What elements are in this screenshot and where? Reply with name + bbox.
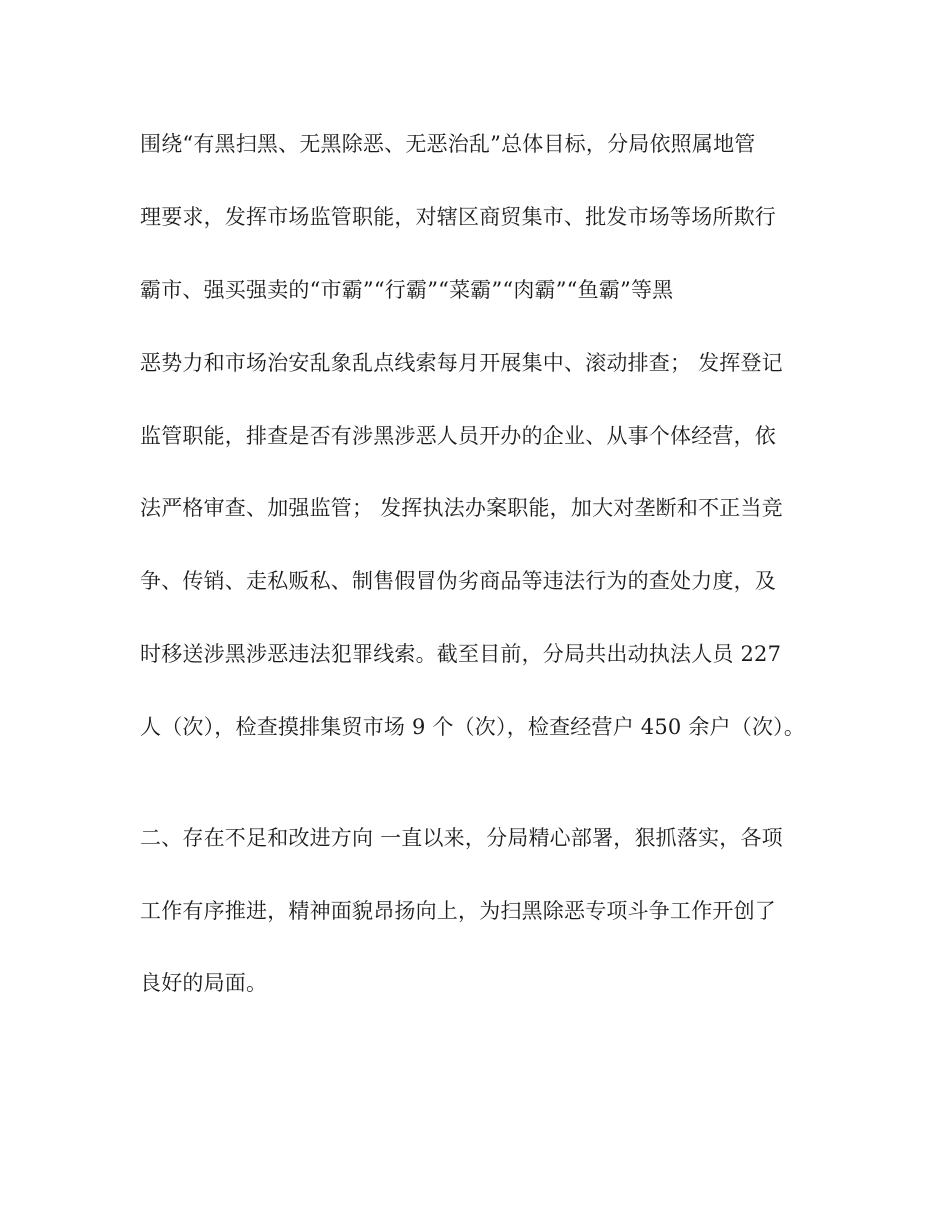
text-line: 霸市、强买强卖的“市霸”“行霸”“菜霸”“肉霸”“鱼霸”等黑: [140, 278, 674, 302]
section-heading-line: 二、存在不足和改进方向 一直以来，分局精心部署，狠抓落实，各项: [140, 826, 783, 850]
text-line: 良好的局面。: [140, 971, 268, 995]
text-line: 人（次），检查摸排集贸市场 9 个（次），检查经营户 450 余户（次）。: [140, 715, 806, 739]
text-line: 时移送涉黑涉恶违法犯罪线索。截至目前，分局共出动执法人员 227: [140, 642, 782, 666]
text-line: 围绕“有黑扫黑、无黑除恶、无恶治乱”总体目标，分局依照属地管: [140, 132, 756, 156]
text-line: 法严格审查、加强监管； 发挥执法办案职能，加大对垄断和不正当竞: [140, 496, 783, 520]
text-line: 恶势力和市场治安乱象乱点线索每月开展集中、滚动排查； 发挥登记: [140, 351, 783, 375]
text-line: 争、传销、走私贩私、制售假冒伪劣商品等违法行为的查处力度，及: [140, 569, 776, 593]
text-line: 理要求，发挥市场监管职能，对辖区商贸集市、批发市场等场所欺行: [140, 205, 776, 229]
text-line: 监管职能，排查是否有涉黑涉恶人员开办的企业、从事个体经营，依: [140, 424, 776, 448]
text-line: 工作有序推进，精神面貌昂扬向上，为扫黑除恶专项斗争工作开创了: [140, 899, 776, 923]
